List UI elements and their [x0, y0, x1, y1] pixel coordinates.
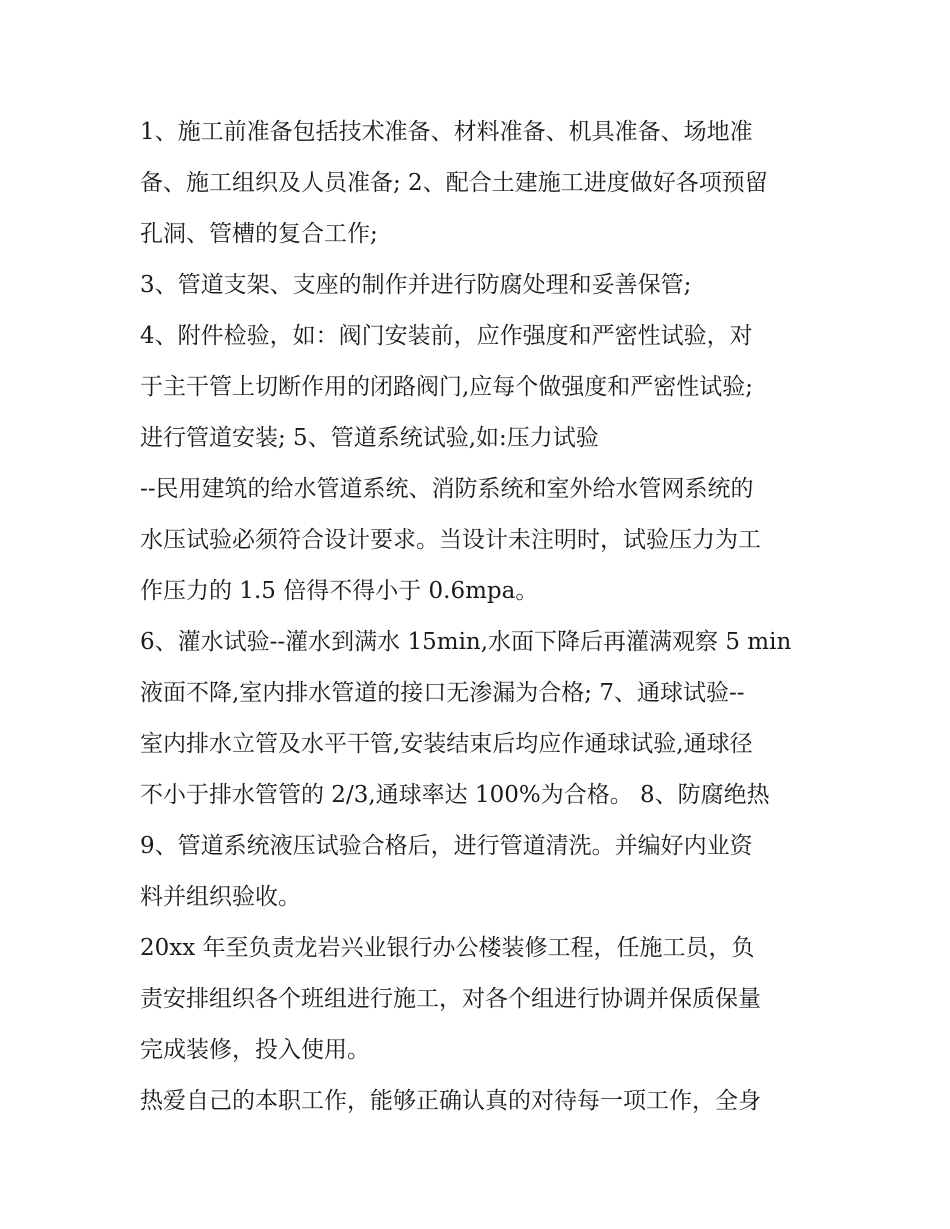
text-line: 不小于排水管管的 2/3,通球率达 100%为合格。 8、防腐绝热: [140, 782, 770, 808]
text-line: 完成装修，投入使用。: [140, 1037, 370, 1063]
text-line: 作压力的 1.5 倍得不得小于 0.6mpa。: [140, 578, 539, 604]
text-line: 3、管道支架、支座的制作并进行防腐处理和妥善保管;: [140, 272, 692, 298]
text-line: 室内排水立管及水平干管,安装结束后均应作通球试验,通球径: [140, 731, 753, 757]
text-line: 9、管道系统液压试验合格后，进行管道清洗。并编好内业资: [140, 833, 753, 859]
text-line: 水压试验必须符合设计要求。当设计未注明时，试验压力为工: [140, 527, 761, 553]
text-line: 责安排组织各个班组进行施工，对各个组进行协调并保质保量: [140, 986, 761, 1012]
text-line: 4、附件检验，如：阀门安装前，应作强度和严密性试验，对: [140, 323, 753, 349]
text-line: --民用建筑的给水管道系统、消防系统和室外给水管网系统的: [140, 476, 754, 502]
text-line: 热爱自己的本职工作，能够正确认真的对待每一项工作，全身: [140, 1088, 761, 1114]
text-line: 液面不降,室内排水管道的接口无渗漏为合格; 7、通球试验--: [140, 680, 745, 706]
text-line: 1、施工前准备包括技术准备、材料准备、机具准备、场地准: [140, 119, 753, 145]
text-line: 进行管道安装; 5、管道系统试验,如:压力试验: [140, 425, 599, 451]
text-line: 料并组织验收。: [140, 884, 301, 910]
document-body: [140, 107, 820, 1127]
text-line: 20xx 年至负责龙岩兴业银行办公楼装修工程，任施工员，负: [140, 935, 755, 961]
text-line: 孔洞、管槽的复合工作;: [140, 221, 378, 247]
text-line: 备、施工组织及人员准备; 2、配合土建施工进度做好各项预留: [140, 170, 768, 196]
text-line: 于主干管上切断作用的闭路阀门,应每个做强度和严密性试验;: [140, 374, 754, 400]
text-line: 6、灌水试验--灌水到满水 15min,水面下降后再灌满观察 5 min: [140, 629, 792, 655]
